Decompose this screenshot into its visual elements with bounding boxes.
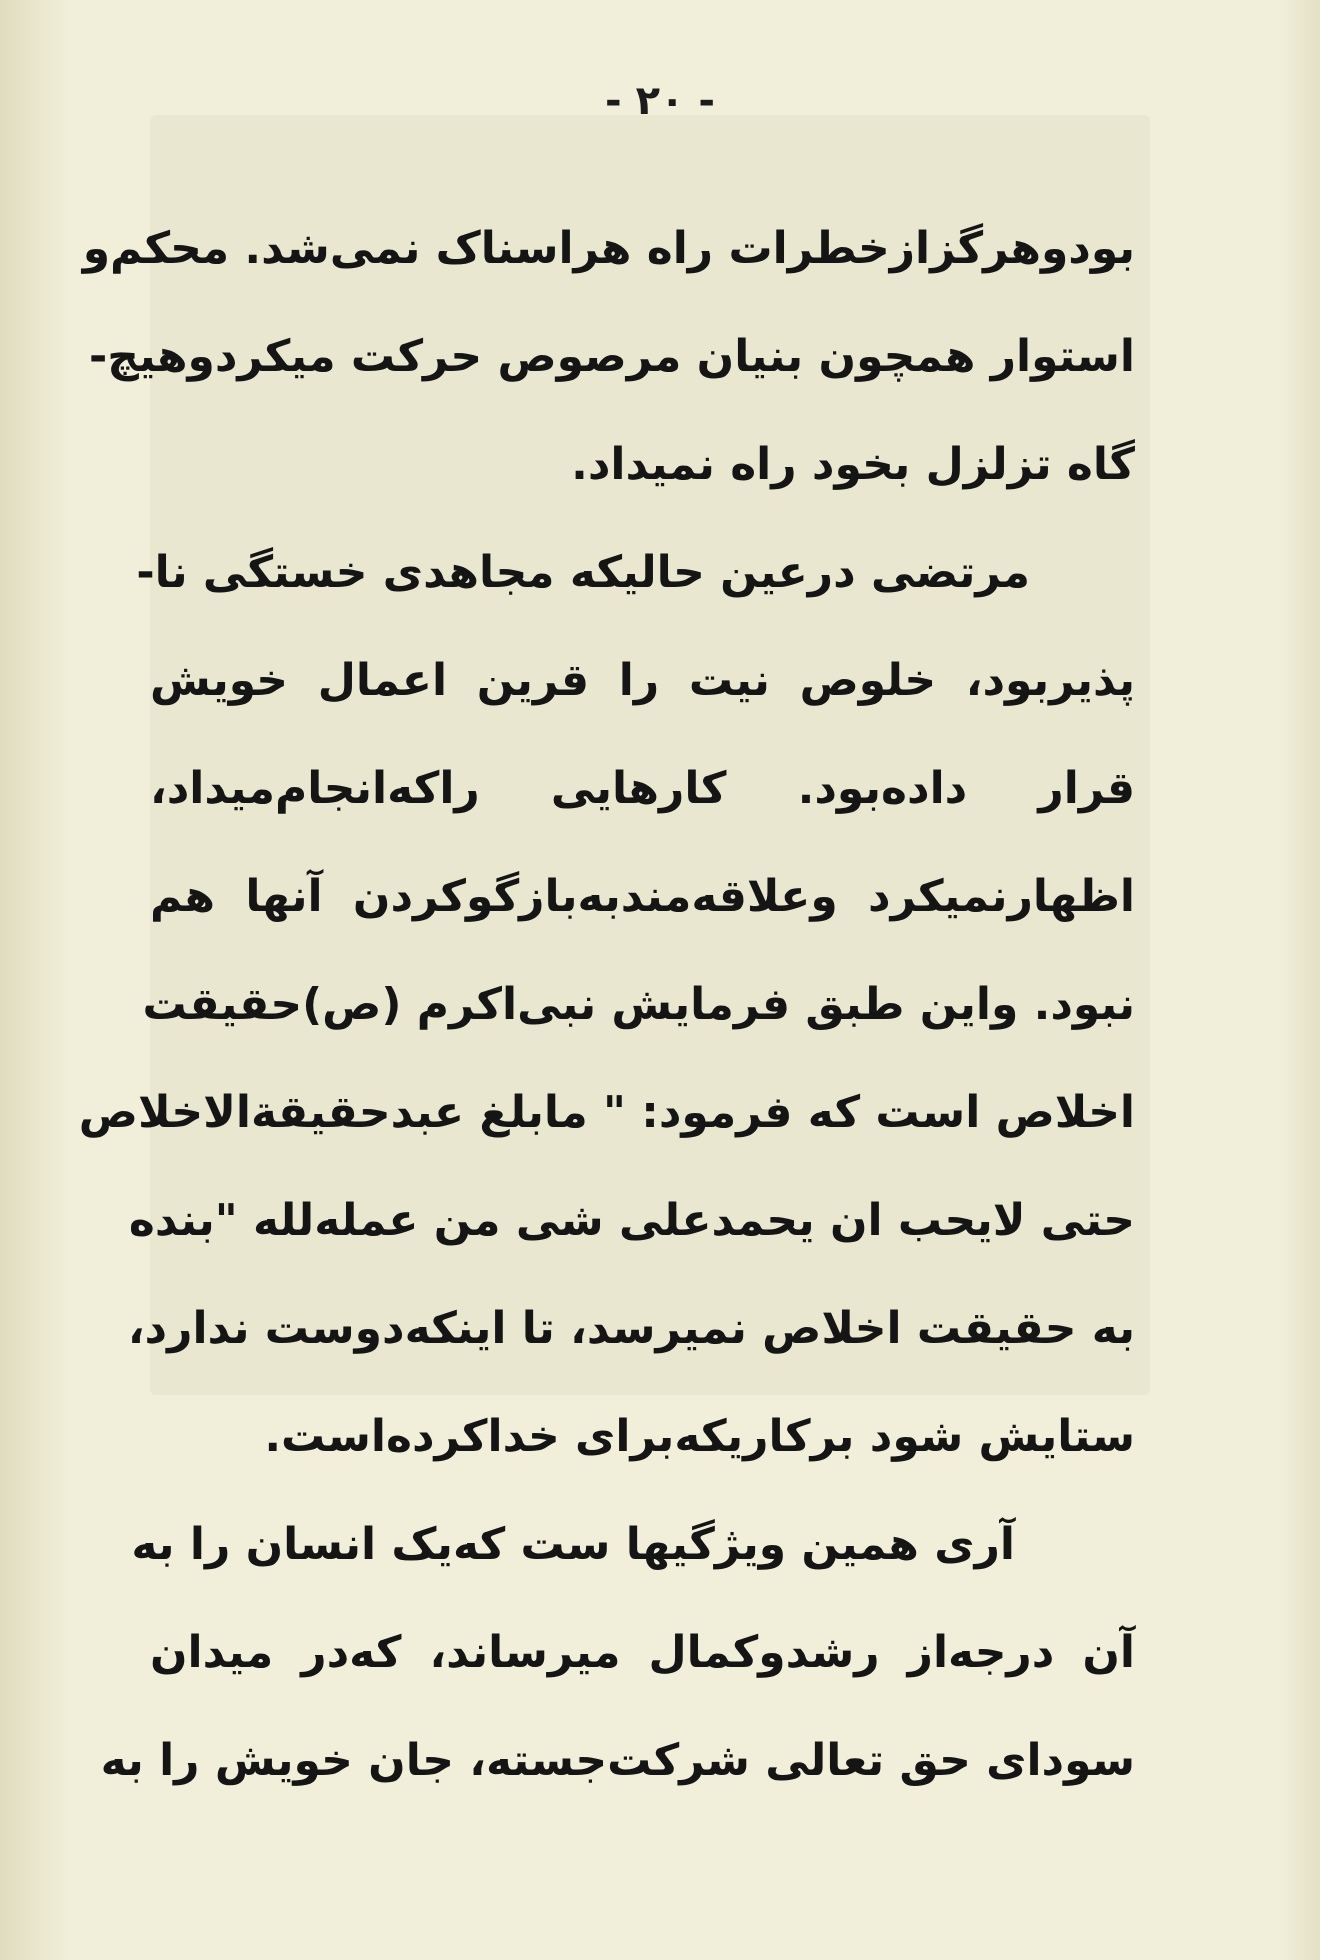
text-line: مرتضی درعین حالیکه مجاهدی خستگی نا-: [136, 547, 1030, 598]
text-line: استوار همچون بنیان مرصوص حرکت میکردوهیچ-: [89, 331, 1135, 382]
text-line: حتی لایحب ان یحمدعلی شی من عمله‌لله "بنده: [128, 1195, 1135, 1246]
text-line: قرار داده‌بود. کارهایی راکه‌انجام‌میداد،: [150, 763, 1135, 814]
text-line: نبود. واین طبق فرمایش نبی‌اکرم (ص)حقیقت: [142, 979, 1135, 1030]
text-line: اخلاص است که فرمود: " مابلغ عبدحقیقةالاخلاص: [78, 1087, 1135, 1138]
body-text: [78, 195, 1135, 1815]
text-line: آن درجه‌از رشدوکمال میرساند، که‌در میدان: [150, 1627, 1135, 1678]
text-line: گاه تزلزل بخود راه نمیداد.: [571, 439, 1135, 490]
text-line: به حقیقت اخلاص نمیرسد، تا اینکه‌دوست ندارد،: [127, 1303, 1135, 1354]
text-line: آری همین ویژگیها ست که‌یک انسان را به: [131, 1519, 1015, 1570]
text-line: پذیربود، خلوص نیت را قرین اعمال خویش: [150, 655, 1135, 706]
page-number: - ۲۰ -: [605, 78, 715, 124]
text-line: سودای حق تعالی شرکت‌جسته، جان خویش را به: [100, 1735, 1135, 1786]
text-line: ستایش شود برکاریکه‌برای خداکرده‌است.: [264, 1411, 1135, 1462]
text-line: بودوهرگزازخطرات راه هراسناک نمی‌شد. محکم‌و: [82, 223, 1135, 274]
text-line: اظهارنمیکرد وعلاقه‌مندبه‌بازگوکردن آنها هم: [150, 871, 1135, 922]
